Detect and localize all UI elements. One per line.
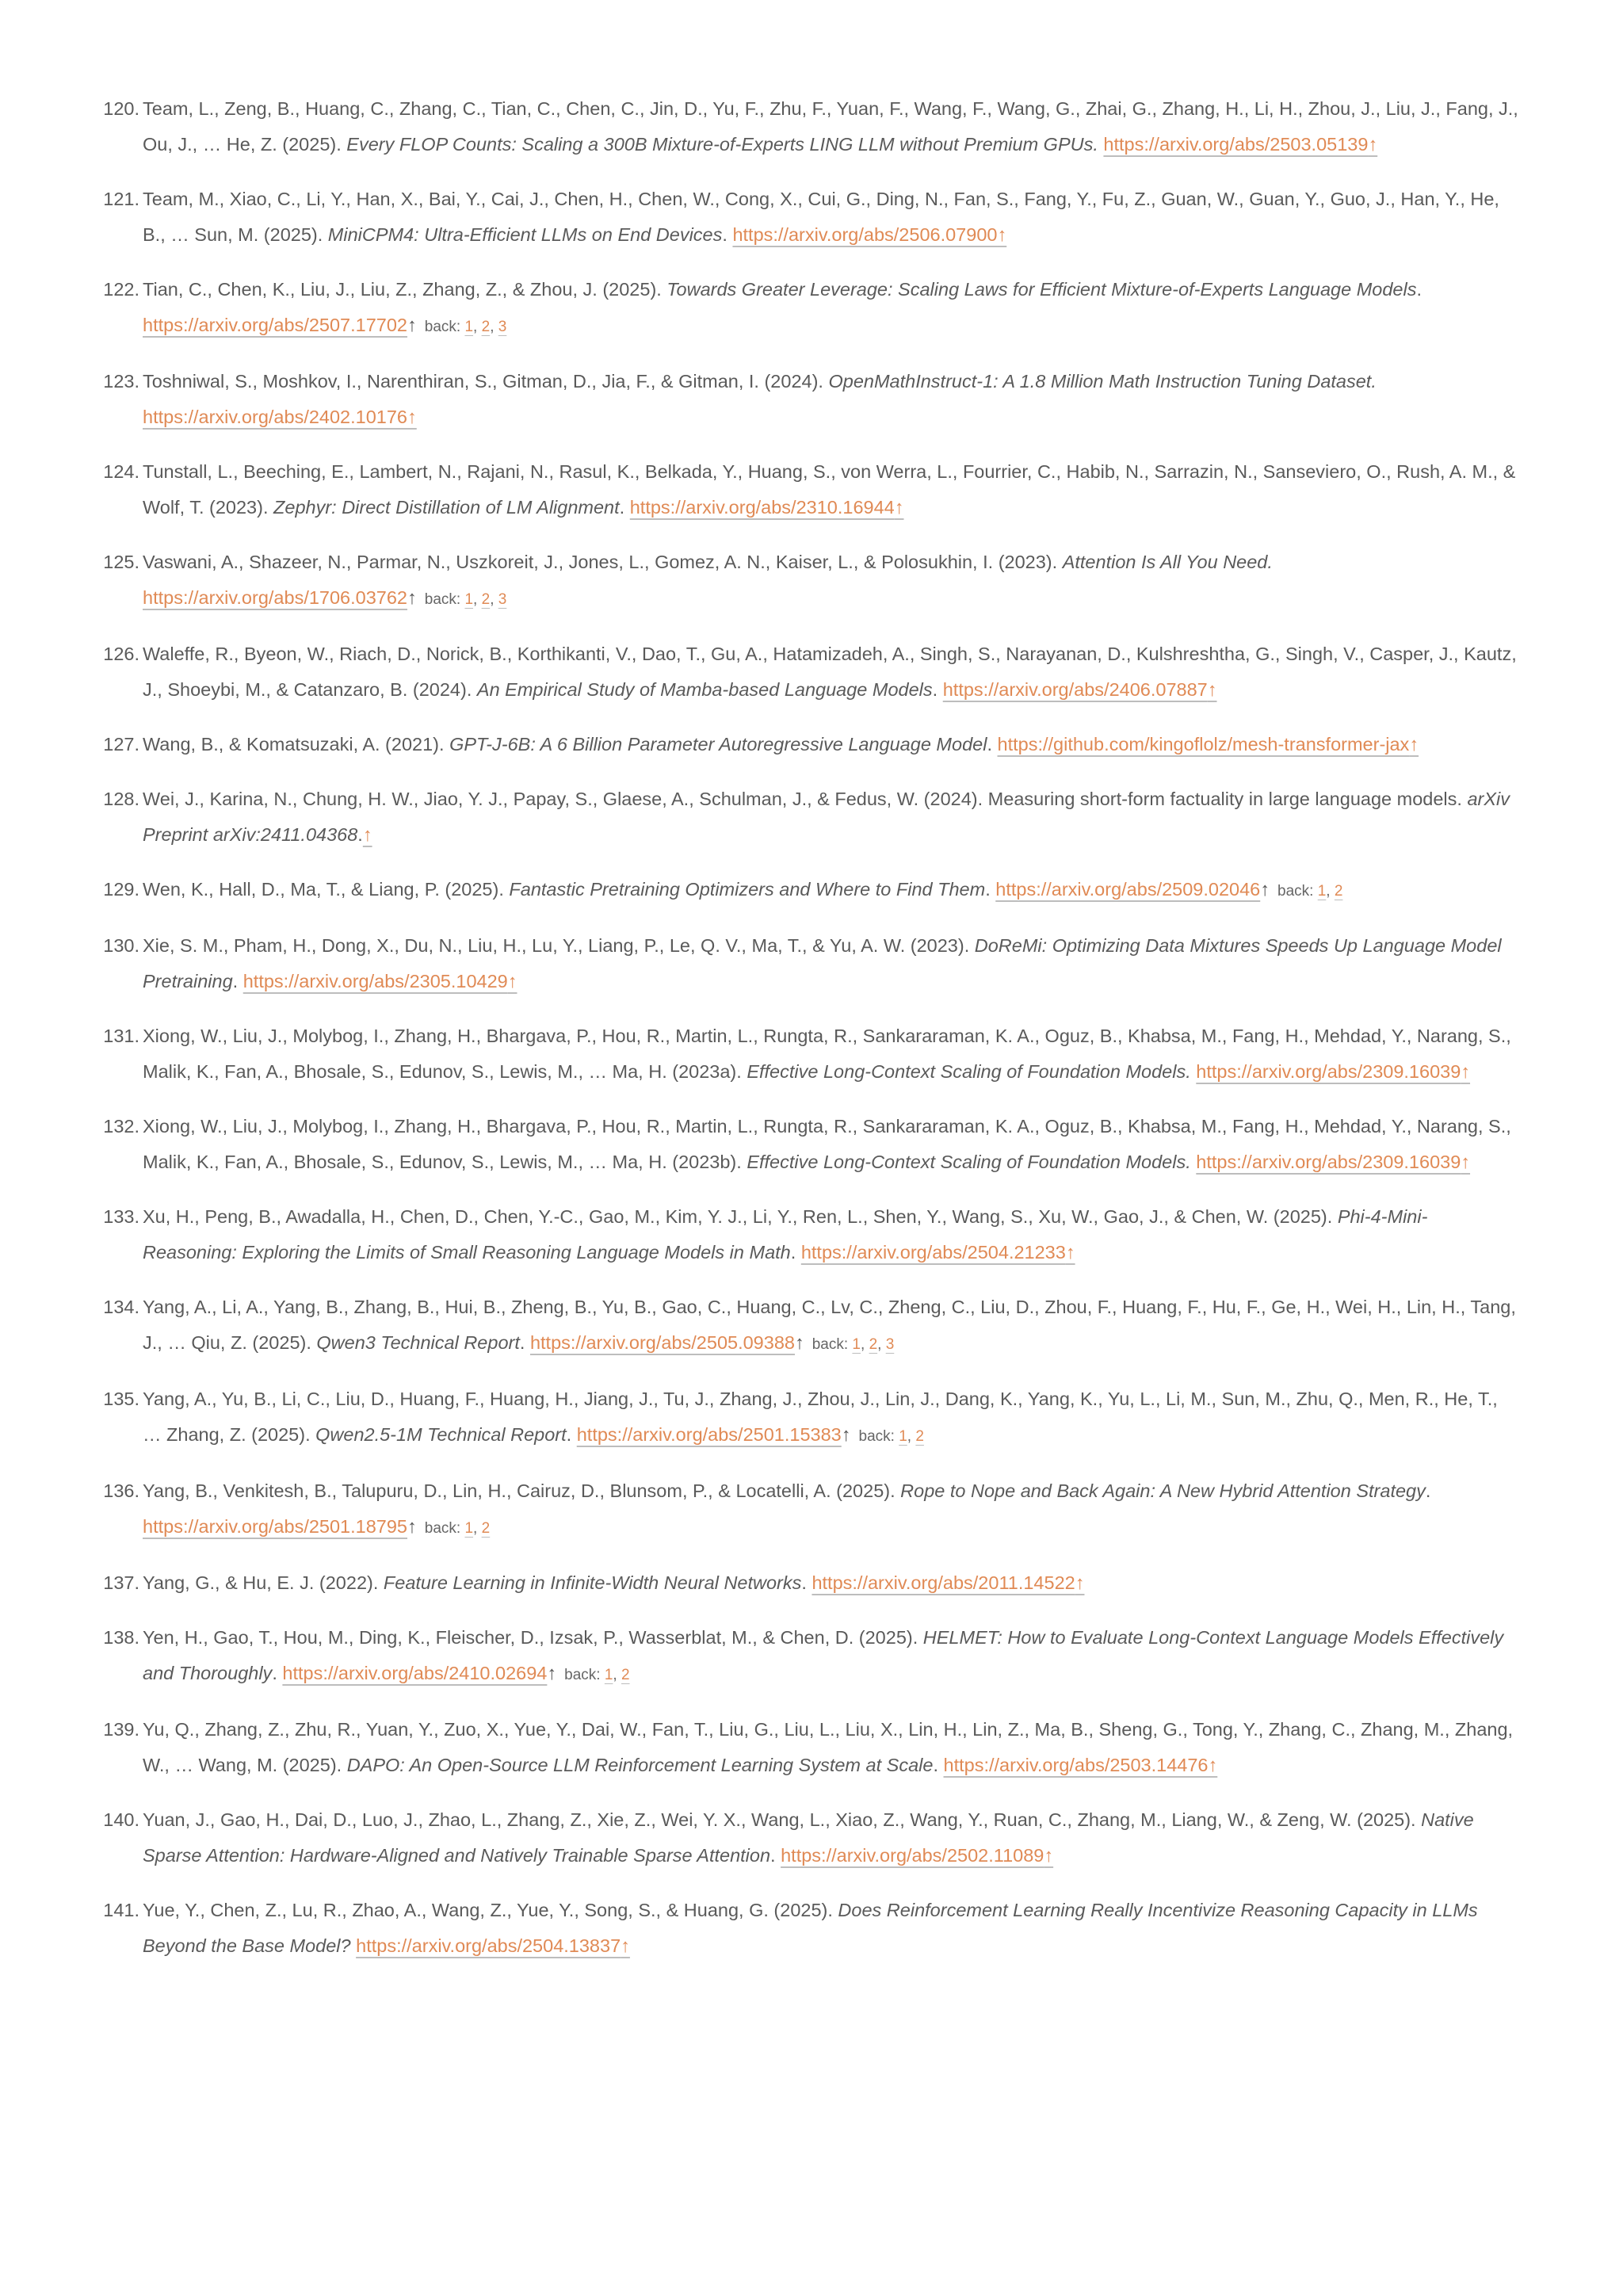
reference-url-link[interactable] xyxy=(143,407,417,427)
reference-url-text: https://arxiv.org/abs/2305.10429 xyxy=(242,971,508,991)
reference-url-link[interactable] xyxy=(1196,1061,1470,1082)
reference-item xyxy=(103,636,1520,708)
reference-item xyxy=(103,1802,1520,1874)
reference-authors: Wang, B., & Komatsuzaki, A. (2021). xyxy=(143,734,450,755)
up-arrow-icon: ↑ xyxy=(407,407,417,427)
reference-authors: Tunstall, L., Beeching, E., Lambert, N., Rajani, N., Rasul, K., Belkada, Y., Huang, S., von Werra, L., Fourrier, C., Habib, N., Sarrazin, N., Sanseviero, O., Rush, A. M., & Wolf, T. (2023). xyxy=(143,461,1516,518)
reference-title: Qwen3 Technical Report xyxy=(316,1332,520,1353)
reference-item xyxy=(103,544,1520,617)
reference-punctuation: . xyxy=(770,1845,781,1866)
backlink[interactable]: 3 xyxy=(885,1336,895,1353)
reference-authors: Xie, S. M., Pham, H., Dong, X., Du, N., Liu, H., Lu, Y., Liang, P., Le, Q. V., Ma, T., & Yu, A. W. (2023). xyxy=(143,935,975,956)
reference-number: 126. xyxy=(103,644,139,664)
reference-punctuation: . xyxy=(566,1424,577,1445)
reference-title: DoReMi: Optimizing Data Mixtures Speeds Up Language Model Pretraining xyxy=(143,935,1502,991)
reference-number: 128. xyxy=(103,789,139,809)
reference-url-text: https://arxiv.org/abs/2507.17702 xyxy=(143,315,408,335)
reference-url-text: https://arxiv.org/abs/2502.11089 xyxy=(781,1845,1044,1866)
reference-number: 139. xyxy=(103,1719,139,1740)
reference-number: 125. xyxy=(103,552,139,572)
backlink[interactable]: 2 xyxy=(481,319,491,335)
up-arrow-icon: ↑ xyxy=(407,587,417,608)
reference-authors: Xu, H., Peng, B., Awadalla, H., Chen, D., Chen, Y.-C., Gao, M., Kim, Y. J., Li, Y., Ren, L., Shen, Y., Wang, S., Xu, W., Gao, J., & Chen, W. (2025). xyxy=(143,1206,1338,1227)
reference-item xyxy=(103,454,1520,525)
reference-url-text: https://arxiv.org/abs/2501.15383 xyxy=(576,1424,842,1445)
reference-authors: Yue, Y., Chen, Z., Lu, R., Zhao, A., Wang, Z., Yue, Y., Song, S., & Huang, G. (2025). xyxy=(143,1900,838,1920)
up-arrow-icon: ↑ xyxy=(894,497,904,518)
reference-url-text: https://arxiv.org/abs/2309.16039 xyxy=(1196,1152,1461,1172)
reference-punctuation: . xyxy=(619,497,630,518)
backlinks-label: back: xyxy=(424,591,461,608)
reference-title: Native Sparse Attention: Hardware-Aligned and Natively Trainable Sparse Attention xyxy=(143,1809,1474,1866)
reference-punctuation: . xyxy=(232,971,243,991)
reference-item xyxy=(103,1565,1520,1601)
reference-authors: Yang, G., & Hu, E. J. (2022). xyxy=(143,1572,384,1593)
reference-title: Effective Long-Context Scaling of Foundation Models. xyxy=(747,1152,1191,1172)
backlink[interactable]: 1 xyxy=(464,591,474,608)
reference-title: Towards Greater Leverage: Scaling Laws for Efficient Mixture-of-Experts Language Models xyxy=(666,279,1417,300)
reference-number: 133. xyxy=(103,1206,139,1227)
reference-url-link[interactable] xyxy=(143,587,407,608)
reference-punctuation: . xyxy=(357,824,363,845)
reference-item xyxy=(103,1289,1520,1362)
reference-url-text: https://arxiv.org/abs/2509.02046 xyxy=(995,879,1261,900)
reference-url-link[interactable] xyxy=(530,1332,795,1353)
backlink[interactable]: 3 xyxy=(498,319,507,335)
reference-item xyxy=(103,1199,1520,1270)
reference-title: DAPO: An Open-Source LLM Reinforcement Learning System at Scale xyxy=(346,1755,934,1775)
reference-authors: Vaswani, A., Shazeer, N., Parmar, N., Uszkoreit, J., Jones, L., Gomez, A. N., Kaiser, L., & Polosukhin, I. (2023). xyxy=(143,552,1063,572)
reference-punctuation: . xyxy=(985,879,996,900)
reference-number: 127. xyxy=(103,734,139,755)
reference-title: Feature Learning in Infinite-Width Neural Networks xyxy=(383,1572,802,1593)
reference-punctuation: . xyxy=(722,224,733,245)
up-arrow-icon: ↑ xyxy=(1207,679,1217,700)
reference-item xyxy=(103,872,1520,909)
backlinks-label: back: xyxy=(812,1336,849,1353)
reference-number: 129. xyxy=(103,879,139,900)
reference-url-link[interactable] xyxy=(944,1755,1218,1775)
reference-authors: Yuan, J., Gao, H., Dai, D., Luo, J., Zhao, L., Zhang, Z., Xie, Z., Wei, Y. X., Wang, L., Xiao, Z., Wang, Y., Ruan, C., Zhang, M., Liang, W., & Zeng, W. (2025). xyxy=(143,1809,1422,1830)
reference-number: 134. xyxy=(103,1297,139,1317)
reference-url-link[interactable] xyxy=(143,1516,407,1537)
backlinks-label: back: xyxy=(424,1520,461,1537)
up-arrow-icon: ↑ xyxy=(1044,1845,1054,1866)
reference-punctuation: . xyxy=(1416,279,1422,300)
reference-item xyxy=(103,1381,1520,1454)
reference-url-link[interactable] xyxy=(243,971,517,991)
reference-authors: Wei, J., Karina, N., Chung, H. W., Jiao, Y. J., Papay, S., Glaese, A., Schulman, J., & Fedus, W. (2024). Measuring short-form factuality in large language models. xyxy=(143,789,1468,809)
backlink[interactable]: 2 xyxy=(869,1336,878,1353)
reference-title: Phi-4-Mini-Reasoning: Exploring the Limits of Small Reasoning Language Models in Math xyxy=(143,1206,1428,1263)
backlink[interactable]: 2 xyxy=(481,591,491,608)
reference-title: Fantastic Pretraining Optimizers and Where to Find Them xyxy=(509,879,986,900)
up-arrow-icon: ↑ xyxy=(1065,1242,1075,1263)
reference-authors: Yang, A., Yu, B., Li, C., Liu, D., Huang, F., Huang, H., Jiang, J., Tu, J., Zhang, J., Zhou, J., Lin, J., Dang, K., Yang, K., Yu, L., Li, M., Sun, M., Zhu, Q., Men, R., He, T., … Zhang, Z. (2025). xyxy=(143,1389,1498,1445)
reference-url-text: https://arxiv.org/abs/2501.18795 xyxy=(143,1516,408,1537)
reference-url-link[interactable] xyxy=(732,224,1006,245)
reference-url-text: https://arxiv.org/abs/2406.07887 xyxy=(942,679,1208,700)
reference-url-link[interactable] xyxy=(781,1845,1053,1866)
reference-item xyxy=(103,727,1520,762)
backlink[interactable]: 1 xyxy=(604,1667,613,1683)
up-arrow-icon: ↑ xyxy=(1075,1572,1085,1593)
reference-authors: Xiong, W., Liu, J., Molybog, I., Zhang, H., Bhargava, P., Hou, R., Martin, L., Rungta, R., Sankararaman, K. A., Oguz, B., Khabsa, M., Fang, H., Mehdad, Y., Narang, S., Malik, K., Fan, A., Bhosale, S., Edunov, S., Lewis, M., … Ma, H. (2023b). xyxy=(143,1116,1511,1172)
reference-url-link[interactable] xyxy=(1196,1152,1470,1172)
backlink[interactable]: 1 xyxy=(899,1428,907,1445)
reference-number: 120. xyxy=(103,98,139,119)
reference-punctuation: . xyxy=(1425,1480,1431,1501)
backlinks-label: back: xyxy=(1277,883,1314,900)
reference-item xyxy=(103,1620,1520,1693)
reference-title: Attention Is All You Need. xyxy=(1062,552,1273,572)
up-arrow-icon: ↑ xyxy=(1409,734,1419,755)
reference-url-text: https://arxiv.org/abs/2504.21233 xyxy=(800,1242,1066,1263)
backlinks: back: 1, 2, 3 xyxy=(812,1336,895,1353)
reference-punctuation: . xyxy=(987,734,998,755)
reference-item xyxy=(103,364,1520,435)
reference-punctuation: . xyxy=(519,1332,530,1353)
backlink[interactable]: 1 xyxy=(852,1336,861,1353)
reference-authors: Yang, A., Li, A., Yang, B., Zhang, B., Hui, B., Zheng, B., Yu, B., Gao, C., Huang, C., Lv, C., Zheng, C., Liu, D., Zhou, F., Huang, F., Hu, F., Ge, H., Wei, H., Lin, H., Tang, J., … Qiu, Z. (2025). xyxy=(143,1297,1516,1353)
reference-number: 131. xyxy=(103,1026,139,1046)
reference-url-text: https://arxiv.org/abs/2506.07900 xyxy=(732,224,998,245)
reference-item xyxy=(103,928,1520,999)
reference-authors: Yang, B., Venkitesh, B., Talupuru, D., Lin, H., Cairuz, D., Blunsom, P., & Locatelli, A. (2025). xyxy=(143,1480,901,1501)
reference-url-link[interactable] xyxy=(998,734,1419,755)
backlinks: back: 1, 2, 3 xyxy=(424,591,507,608)
reference-url-link[interactable] xyxy=(577,1424,842,1445)
reference-title: Does Reinforcement Learning Really Incentivize Reasoning Capacity in LLMs Beyond the Base Model? xyxy=(143,1900,1478,1956)
reference-item xyxy=(103,272,1520,345)
reference-item xyxy=(103,1893,1520,1964)
reference-url-link[interactable] xyxy=(630,497,904,518)
backlinks-label: back: xyxy=(564,1667,601,1683)
reference-item xyxy=(103,1712,1520,1783)
reference-url-link[interactable] xyxy=(143,315,407,335)
backlink[interactable]: 2 xyxy=(915,1428,924,1445)
up-arrow-icon: ↑ xyxy=(1461,1061,1471,1082)
reference-title: GPT-J-6B: A 6 Billion Parameter Autoregressive Language Model xyxy=(449,734,987,755)
reference-authors: Waleffe, R., Byeon, W., Riach, D., Norick, B., Korthikanti, V., Dao, T., Gu, A., Hatamizadeh, A., Singh, S., Narayanan, D., Kulshreshtha, G., Singh, V., Casper, J., Kautz, J., Shoeybi, M., & Catanzaro, B. (2024). xyxy=(143,644,1517,700)
up-arrow-icon: ↑ xyxy=(1461,1152,1471,1172)
reference-punctuation: . xyxy=(790,1242,801,1263)
reference-number: 137. xyxy=(103,1572,139,1593)
reference-number: 122. xyxy=(103,279,139,300)
backlinks-label: back: xyxy=(424,319,461,335)
reference-number: 121. xyxy=(103,189,139,209)
reference-title: Rope to Nope and Back Again: A New Hybrid Attention Strategy xyxy=(900,1480,1426,1501)
reference-url-link[interactable] xyxy=(801,1242,1075,1263)
reference-url-text: https://arxiv.org/abs/2410.02694 xyxy=(282,1663,548,1683)
reference-authors: Yen, H., Gao, T., Hou, M., Ding, K., Fleischer, D., Izsak, P., Wasserblat, M., & Chen, D. (2025). xyxy=(143,1627,923,1648)
reference-number: 124. xyxy=(103,461,139,482)
reference-url-link[interactable] xyxy=(943,679,1217,700)
reference-punctuation: . xyxy=(932,679,943,700)
backlink[interactable]: 1 xyxy=(464,1520,474,1537)
reference-punctuation: . xyxy=(801,1572,812,1593)
backlinks-label: back: xyxy=(858,1428,895,1445)
reference-title: Every FLOP Counts: Scaling a 300B Mixture-of-Experts LING LLM without Premium GPUs. xyxy=(346,134,1098,155)
reference-number: 141. xyxy=(103,1900,139,1920)
reference-authors: Tian, C., Chen, K., Liu, J., Liu, Z., Zhang, Z., & Zhou, J. (2025). xyxy=(143,279,667,300)
reference-url-link[interactable] xyxy=(995,879,1260,900)
reference-title: Qwen2.5-1M Technical Report xyxy=(315,1424,567,1445)
reference-authors: Team, L., Zeng, B., Huang, C., Zhang, C., Tian, C., Chen, C., Jin, D., Yu, F., Zhu, F., Yuan, F., Wang, F., Wang, G., Zhai, G., Zhang, H., Li, H., Zhou, J., Liu, J., Fang, J., Ou, J., … He, Z. (2025). xyxy=(143,98,1518,155)
reference-authors: Toshniwal, S., Moshkov, I., Narenthiran, S., Gitman, D., Jia, F., & Gitman, I. (2024). xyxy=(143,371,829,392)
up-arrow-icon: ↑ xyxy=(621,1935,630,1956)
backlink[interactable]: 3 xyxy=(498,591,507,608)
up-arrow-icon: ↑ xyxy=(1208,1755,1218,1775)
reference-url-text: https://arxiv.org/abs/2503.14476 xyxy=(943,1755,1209,1775)
reference-authors: Xiong, W., Liu, J., Molybog, I., Zhang, H., Bhargava, P., Hou, R., Martin, L., Rungta, R., Sankararaman, K. A., Oguz, B., Khabsa, M., Fang, H., Mehdad, Y., Narang, S., Malik, K., Fan, A., Bhosale, S., Edunov, S., Lewis, M., … Ma, H. (2023a). xyxy=(143,1026,1511,1082)
reference-title: MiniCPM4: Ultra-Efficient LLMs on End Devices xyxy=(327,224,723,245)
reference-title: arXiv Preprint arXiv:2411.04368 xyxy=(143,789,1510,845)
reference-punctuation: . xyxy=(933,1755,944,1775)
reference-url-text: https://arxiv.org/abs/1706.03762 xyxy=(143,587,408,608)
up-arrow-icon: ↑ xyxy=(1260,879,1270,900)
up-arrow-icon[interactable]: ↑ xyxy=(362,824,372,845)
up-arrow-icon: ↑ xyxy=(794,1332,804,1353)
reference-url-link[interactable] xyxy=(812,1572,1084,1593)
reference-url-text: https://github.com/kingoflolz/mesh-transformer-jax xyxy=(997,734,1410,755)
reference-url-text: https://arxiv.org/abs/2505.09388 xyxy=(529,1332,795,1353)
reference-authors: Wen, K., Hall, D., Ma, T., & Liang, P. (2025). xyxy=(143,879,510,900)
backlink[interactable]: 1 xyxy=(464,319,474,335)
up-arrow-icon: ↑ xyxy=(407,315,417,335)
reference-url-text: https://arxiv.org/abs/2310.16944 xyxy=(629,497,895,518)
reference-url-text: https://arxiv.org/abs/2504.13837 xyxy=(356,1935,621,1956)
reference-number: 138. xyxy=(103,1627,139,1648)
reference-number: 123. xyxy=(103,371,139,392)
reference-url-link[interactable] xyxy=(1103,134,1377,155)
reference-url-link[interactable] xyxy=(282,1663,547,1683)
backlinks: back: 1, 2, 3 xyxy=(424,319,507,335)
up-arrow-icon: ↑ xyxy=(507,971,517,991)
reference-authors: Team, M., Xiao, C., Li, Y., Han, X., Bai, Y., Cai, J., Chen, H., Chen, W., Cong, X., Cui, G., Ding, N., Fan, S., Fang, Y., Fu, Z., Guan, W., Guan, Y., Guo, J., Han, Y., He, B., … Sun, M. (2025). xyxy=(143,189,1499,245)
up-arrow-icon: ↑ xyxy=(407,1516,417,1537)
backlinks: back: 1, 2 xyxy=(1277,883,1343,900)
up-arrow-icon: ↑ xyxy=(547,1663,557,1683)
reference-item xyxy=(103,781,1520,853)
reference-number: 130. xyxy=(103,935,139,956)
up-arrow-icon: ↑ xyxy=(841,1424,851,1445)
backlinks: back: 1, 2 xyxy=(424,1520,491,1537)
backlinks: back: 1, 2 xyxy=(858,1428,924,1445)
reference-item xyxy=(103,1018,1520,1090)
backlink[interactable]: 2 xyxy=(481,1520,491,1537)
reference-item xyxy=(103,91,1520,162)
up-arrow-icon: ↑ xyxy=(1368,134,1378,155)
backlink[interactable]: 2 xyxy=(621,1667,630,1683)
reference-item xyxy=(103,1473,1520,1546)
up-arrow-icon: ↑ xyxy=(997,224,1007,245)
reference-title: An Empirical Study of Mamba-based Language Models xyxy=(476,679,933,700)
backlinks: back: 1, 2 xyxy=(564,1667,630,1683)
reference-title: HELMET: How to Evaluate Long-Context Language Models Effectively and Thoroughly xyxy=(143,1627,1504,1683)
reference-url-link[interactable] xyxy=(356,1935,630,1956)
reference-item xyxy=(103,181,1520,253)
reference-item xyxy=(103,1109,1520,1180)
reference-title: OpenMathInstruct-1: A 1.8 Million Math Instruction Tuning Dataset. xyxy=(828,371,1377,392)
reference-authors: Yu, Q., Zhang, Z., Zhu, R., Yuan, Y., Zuo, X., Yue, Y., Dai, W., Fan, T., Liu, G., Liu, L., Liu, X., Lin, H., Lin, Z., Ma, B., Sheng, G., Tong, Y., Zhang, C., Zhang, M., Zhang, W., … Wang, M. (2025). xyxy=(143,1719,1514,1775)
reference-url-text: https://arxiv.org/abs/2503.05139 xyxy=(1103,134,1369,155)
reference-title: Effective Long-Context Scaling of Foundation Models. xyxy=(747,1061,1191,1082)
reference-number: 132. xyxy=(103,1116,139,1137)
reference-url-text: https://arxiv.org/abs/2011.14522 xyxy=(812,1572,1075,1593)
reference-url-text: https://arxiv.org/abs/2309.16039 xyxy=(1196,1061,1461,1082)
backlink[interactable]: 2 xyxy=(1334,883,1343,900)
reference-url-text: https://arxiv.org/abs/2402.10176 xyxy=(143,407,408,427)
backlink[interactable]: 1 xyxy=(1317,883,1327,900)
reference-punctuation: . xyxy=(272,1663,283,1683)
reference-number: 136. xyxy=(103,1480,139,1501)
reference-number: 140. xyxy=(103,1809,139,1830)
reference-number: 135. xyxy=(103,1389,139,1409)
reference-title: Zephyr: Direct Distillation of LM Alignment xyxy=(273,497,620,518)
